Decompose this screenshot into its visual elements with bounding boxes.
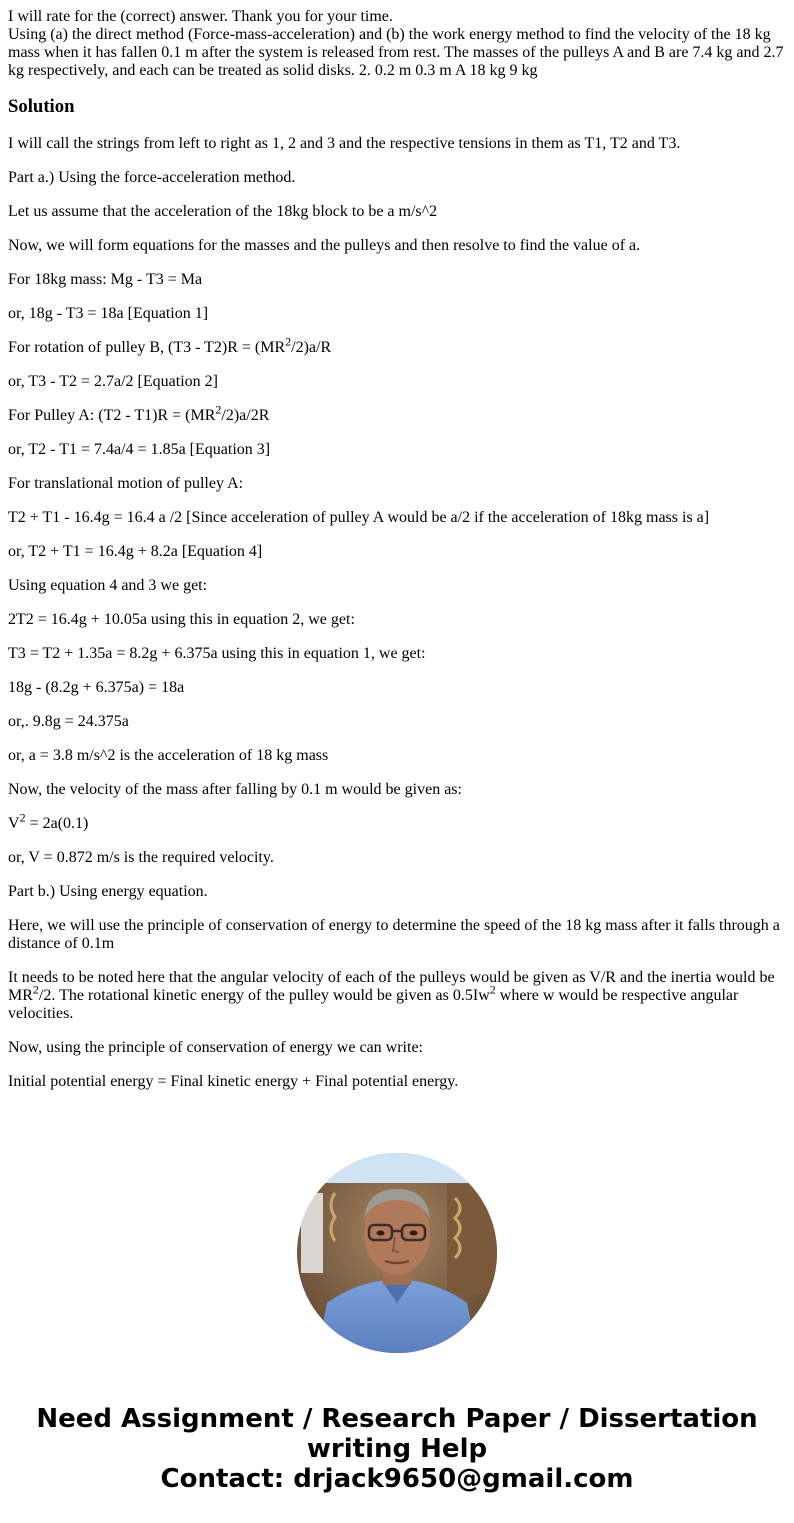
promo-banner [0, 1404, 794, 1494]
text-span: /2. The rotational kinetic energy of the pulley would be given as 0.5Iw [38, 987, 490, 1004]
solution-paragraph: Now, we will form equations for the masses and the pulleys and then resolve to find the value of a. [8, 237, 641, 254]
solution-paragraph: T3 = T2 + 1.35a = 8.2g + 6.375a using this in equation 1, we get: [8, 645, 426, 662]
solution-paragraph: 2T2 = 16.4g + 10.05a using this in equation 2, we get: [8, 611, 355, 628]
solution-paragraph: or,. 9.8g = 24.375a [8, 713, 129, 730]
text-span: It needs to be noted here that the angular velocity of each of the pulleys would be given as V/R and the inertia would be MR [8, 969, 775, 1004]
solution-paragraph: or, a = 3.8 m/s^2 is the acceleration of 18 kg mass [8, 747, 329, 764]
text-span: For rotation of pulley B, (T3 - T2)R = (MR [8, 339, 286, 356]
author-portrait-image [297, 1153, 497, 1353]
document-content [8, 8, 786, 1107]
solution-paragraph: or, T2 + T1 = 16.4g + 8.2a [Equation 4] [8, 543, 263, 560]
text-span: For Pulley A: (T2 - T1)R = (MR [8, 407, 216, 424]
solution-paragraph: Let us assume that the acceleration of the 18kg block to be a m/s^2 [8, 203, 438, 220]
solution-paragraph: or, T2 - T1 = 7.4a/4 = 1.85a [Equation 3] [8, 441, 271, 458]
superscript: 2 [489, 982, 496, 997]
text-span: V [8, 815, 20, 832]
superscript: 2 [285, 334, 292, 349]
text-span: where w would be respective angular velocities. [8, 987, 739, 1022]
solution-paragraph: Now, the velocity of the mass after falling by 0.1 m would be given as: [8, 781, 462, 798]
solution-paragraph [8, 810, 786, 833]
solution-paragraph [8, 969, 786, 1023]
text-span: /2)a/2R [221, 407, 270, 424]
solution-paragraph: Part b.) Using energy equation. [8, 883, 208, 900]
promo-line-2: writing Help [306, 1434, 488, 1464]
solution-paragraph: I will call the strings from left to right as 1, 2 and 3 and the respective tensions in them as T1, T2 and T3. [8, 135, 681, 152]
solution-paragraph: or, V = 0.872 m/s is the required velocity. [8, 849, 274, 866]
solution-paragraph: or, 18g - T3 = 18a [Equation 1] [8, 305, 209, 322]
solution-paragraph: Now, using the principle of conservation of energy we can write: [8, 1039, 423, 1056]
question-line-1: I will rate for the (correct) answer. Thank you for your time. [8, 8, 393, 25]
author-photo [297, 1153, 497, 1353]
promo-line-1: Need Assignment / Research Paper / Dissertation [36, 1404, 758, 1434]
solution-paragraph: Initial potential energy = Final kinetic energy + Final potential energy. [8, 1073, 459, 1090]
solution-paragraph: T2 + T1 - 16.4g = 16.4 a /2 [Since acceleration of pulley A would be a/2 if the acceleration of 18kg mass is a] [8, 509, 710, 526]
question-text: Using (a) the direct method (Force-mass-acceleration) and (b) the work energy method to find the velocity of the 18 kg mass when it has fallen 0.1 m after the system is released from rest. The masses of the pulleys A and B are 7.4 kg and 2.7 kg respectively, and each can be treated as solid disks. 2. 0.2 m 0.3 m A 18 kg 9 kg [8, 26, 784, 79]
solution-paragraph [8, 334, 786, 357]
solution-paragraph: 18g - (8.2g + 6.375a) = 18a [8, 679, 185, 696]
solution-paragraph: Part a.) Using the force-acceleration method. [8, 169, 296, 186]
superscript: 2 [215, 402, 222, 417]
text-span: /2)a/R [291, 339, 332, 356]
solution-heading: Solution [8, 96, 75, 117]
text-span: = 2a(0.1) [25, 815, 89, 832]
solution-paragraph [8, 402, 786, 425]
solution-paragraph: For translational motion of pulley A: [8, 475, 244, 492]
solution-paragraph: or, T3 - T2 = 2.7a/2 [Equation 2] [8, 373, 218, 390]
superscript: 2 [19, 810, 26, 825]
solution-paragraph: Here, we will use the principle of conservation of energy to determine the speed of the 18 kg mass after it falls through a distance of 0.1m [8, 917, 780, 952]
solution-paragraph: For 18kg mass: Mg - T3 = Ma [8, 271, 203, 288]
promo-contact: Contact: drjack9650@gmail.com [160, 1464, 634, 1494]
superscript: 2 [32, 982, 39, 997]
solution-paragraph: Using equation 4 and 3 we get: [8, 577, 208, 594]
